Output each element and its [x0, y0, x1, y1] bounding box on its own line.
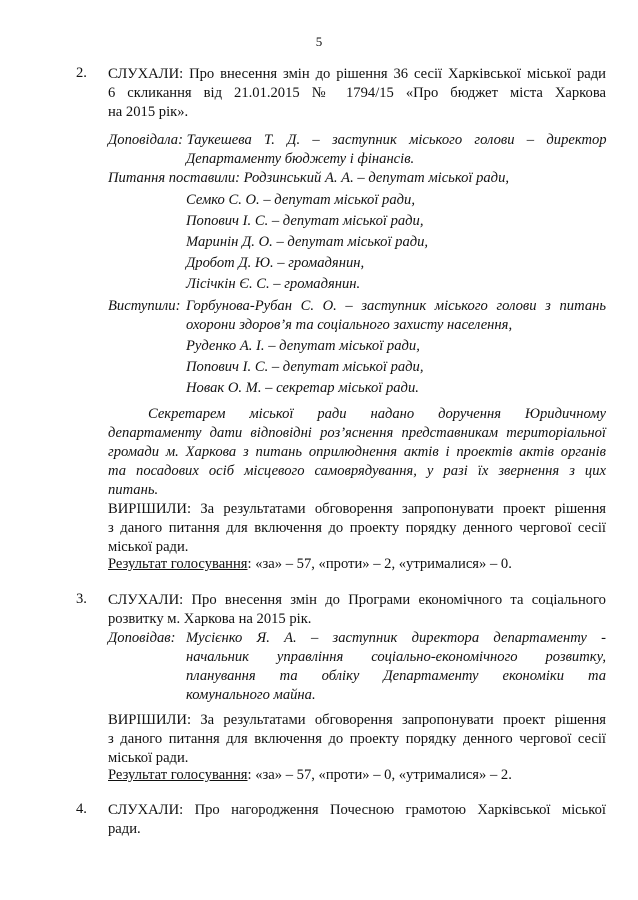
questions-label: Питання поставили:	[108, 170, 240, 186]
question-person: Семко С. О. – депутат міської ради,	[186, 192, 415, 208]
speaker-line: Попович І. С. – депутат міської ради,	[186, 359, 424, 375]
reporter-row: Доповідав: Мусієнко Я. А. – заступник директора департаменту -	[108, 630, 606, 646]
vote-label: Результат голосування	[108, 556, 248, 572]
item-number: 2.	[76, 65, 87, 81]
heard-label: СЛУХАЛИ:	[108, 802, 184, 818]
vote-label: Результат голосування	[108, 767, 248, 783]
speakers-label: Виступили:	[108, 298, 181, 314]
reporter-label: Доповідала:	[108, 132, 183, 148]
decided-label: ВИРІШИЛИ:	[108, 501, 192, 517]
reporter-label: Доповідав:	[108, 630, 176, 646]
reporter-line: планування та обліку Департаменту економіки та	[186, 668, 606, 684]
speaker-line: охорони здоров’я та соціального захисту населення,	[186, 317, 513, 333]
speaker-line: Руденко А. І. – депутат міської ради,	[186, 338, 420, 354]
question-person: Маринін Д. О. – депутат міської ради,	[186, 234, 429, 250]
question-person: Дробот Д. Ю. – громадянин,	[186, 255, 365, 271]
page-number: 5	[315, 34, 323, 49]
vote-result: Результат голосування: «за» – 57, «проти» – 2, «утрималися» – 0.	[108, 556, 512, 572]
heard-label: СЛУХАЛИ:	[108, 66, 184, 82]
instruction-paragraph: Секретарем міської ради надано доручення Юридичному департаменту дати відповідні роз’яснення представникам територіальної громади м. Харкова з питань оприлюднення актів і проектів актів органів та посадових осіб місцевого самоврядування, у разі їх звернення з цих питань.	[108, 406, 606, 498]
heard-paragraph: СЛУХАЛИ: Про нагородження Почесною грамотою Харківської міської ради.	[108, 802, 606, 837]
speakers-row: Виступили: Горбунова-Рубан С. О. – заступник міського голови з питань	[108, 298, 606, 314]
question-person: Лісічкін Є. С. – громадянин.	[186, 276, 361, 292]
item-number: 3.	[76, 591, 87, 607]
decided-paragraph: ВИРІШИЛИ: За результатами обговорення запропонувати проект рішення з даного питання для включення до проекту порядку денного чергової сесії міської ради.	[108, 501, 606, 555]
heard-paragraph: СЛУХАЛИ: Про внесення змін до рішення 36 сесії Харківської міської ради 6 скликання від 21.01.2015 № 1794/15 «Про бюджет міста Харкова на 2015 рік».	[108, 66, 606, 120]
decided-label: ВИРІШИЛИ:	[108, 712, 192, 728]
reporter-line: начальник управління соціально-економічного розвитку,	[186, 649, 606, 665]
reporter-row: Доповідала: Таукешева Т. Д. – заступник міського голови – директор	[108, 132, 607, 148]
question-person: Попович І. С. – депутат міської ради,	[186, 213, 424, 229]
reporter-line: комунального майна.	[186, 687, 316, 703]
speaker-line: Новак О. М. – секретар міської ради.	[186, 380, 419, 396]
reporter-line-2: Департаменту бюджету і фінансів.	[186, 151, 415, 167]
questions-row: Питання поставили: Родзинський А. А. – депутат міської ради,	[108, 170, 510, 186]
heard-paragraph: СЛУХАЛИ: Про внесення змін до Програми економічного та соціального розвитку м. Харкова на 2015 рік.	[108, 592, 606, 627]
vote-result: Результат голосування: «за» – 57, «проти» – 0, «утрималися» – 2.	[108, 767, 512, 783]
decided-paragraph: ВИРІШИЛИ: За результатами обговорення запропонувати проект рішення з даного питання для включення до проекту порядку денного чергової сесії міської ради.	[108, 712, 606, 766]
heard-label: СЛУХАЛИ:	[108, 592, 184, 608]
item-number: 4.	[76, 801, 87, 817]
